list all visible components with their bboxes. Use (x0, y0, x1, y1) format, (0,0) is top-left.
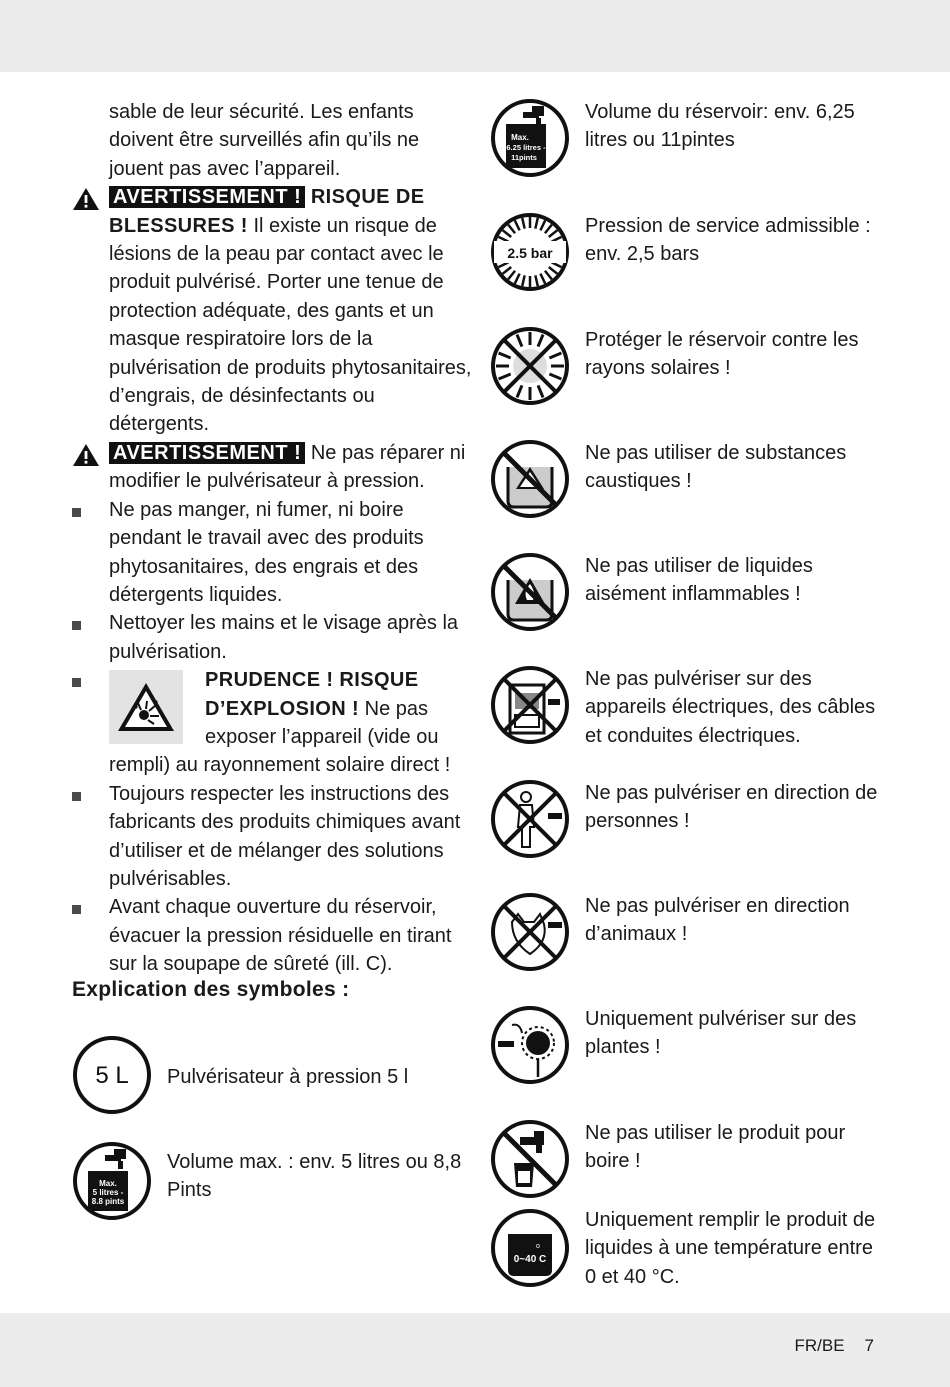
bullet-icon (72, 621, 81, 630)
svg-text:5 litres -: 5 litres - (92, 1188, 124, 1197)
no-caustic-icon (490, 439, 570, 519)
warning-heading: RISQUE DE BLESSURES ! (109, 186, 425, 237)
page-number: 7 (864, 1336, 874, 1355)
bullet-icon (72, 508, 81, 517)
page-top-band (0, 0, 950, 72)
explosion-warning-icon (109, 670, 183, 744)
list-item (72, 780, 472, 894)
warning-triangle-icon (72, 187, 100, 211)
svg-text:6.25 litres -: 6.25 litres - (506, 143, 546, 152)
list-item (72, 893, 472, 978)
caution-heading: PRUDENCE ! RISQUE D’EXPLOSION ! (205, 669, 419, 720)
warning-repair (72, 439, 472, 496)
svg-text:Max.: Max. (511, 133, 529, 142)
warning-text: Il existe un risque de lésions de la peau par contact avec le produit pulvérisé. Porter une tenue de protection adéquate, des gants et un masque respiratoire lors de la pulvérisation de produits phytosanitaires, d’engrais, de désinfectants ou détergents. (109, 214, 472, 436)
symbol-text: Ne pas utiliser de liquides aisément inflammables ! (585, 555, 813, 606)
warning-injury (72, 183, 472, 439)
list-item (72, 609, 472, 666)
plants-only-icon (490, 1005, 570, 1085)
no-flammable-icon (490, 552, 570, 632)
symbol-text: Ne pas pulvériser en direction d’animaux ! (585, 895, 850, 946)
symbol-text: Uniquement pulvériser sur des plantes ! (585, 1008, 857, 1059)
safety-paragraph: sable de leur sécurité. Les enfants doivent être surveillés afin qu’ils ne jouent pas avec l’appareil. (109, 101, 420, 180)
list-item-text: Toujours respecter les instructions des fabricants des produits chimiques avant d’utiliser et de mélanger des solutions pulvérisables. (109, 782, 461, 890)
symbol-text: Ne pas pulvériser sur des appareils électriques, des câbles et conduites électriques. (585, 668, 876, 747)
svg-text:5 L: 5 L (95, 1062, 129, 1089)
symbol-text: Pulvérisateur à pression 5 l (167, 1066, 409, 1088)
no-persons-icon (490, 779, 570, 859)
svg-text:2.5 bar: 2.5 bar (507, 245, 553, 261)
capacity-5l-icon (72, 1035, 152, 1115)
list-item (72, 496, 472, 610)
warning-triangle-icon (72, 443, 100, 467)
warning-label: AVERTISSEMENT ! (109, 186, 305, 208)
footer-language: FR/BE (794, 1336, 845, 1355)
svg-text:8.8 pints: 8.8 pints (91, 1197, 125, 1206)
list-item-text: Avant chaque ouverture du réservoir, évacuer la pression résiduelle en tirant sur la soupape de sûreté (ill. C). (109, 896, 452, 976)
symbol-text: Uniquement remplir le produit de liquides à une température entre 0 et 40 °C. (585, 1209, 876, 1288)
bullet-icon (72, 678, 81, 687)
no-drinking-icon (490, 1119, 570, 1199)
symbol-text: Pression de service admissible : env. 2,5 bars (585, 215, 871, 266)
no-sun-icon (490, 326, 570, 406)
no-electrical-icon (490, 665, 570, 745)
symbol-text: Volume max. : env. 5 litres ou 8,8 Pints (167, 1151, 462, 1202)
symbol-text: Ne pas utiliser le produit pour boire ! (585, 1122, 846, 1173)
warning-label: AVERTISSEMENT ! (109, 442, 305, 464)
symbol-text: Volume du réservoir: env. 6,25 litres ou 11pintes (585, 101, 855, 152)
pressure-icon (490, 212, 570, 292)
symbol-text: Protéger le réservoir contre les rayons solaires ! (585, 329, 859, 380)
warning-text: Ne pas réparer ni modifier le pulvérisateur à pression. (109, 441, 466, 493)
safety-instructions (72, 98, 472, 979)
bullet-icon (72, 905, 81, 914)
max-volume-icon (72, 1141, 152, 1221)
symbol-text: Ne pas pulvériser en direction de personnes ! (585, 782, 878, 833)
temperature-icon (490, 1208, 570, 1288)
list-item-explosion (72, 666, 472, 780)
caution-text: Ne pas exposer l’appareil (vide ou rempli) au rayonnement solaire direct ! (109, 697, 451, 777)
list-item-text: Ne pas manger, ni fumer, ni boire pendant le travail avec des produits phytosanitaires, des engrais et des détergents liquides. (109, 498, 424, 606)
tank-volume-icon (490, 98, 570, 178)
svg-text:Max.: Max. (99, 1179, 117, 1188)
page-footer (774, 1336, 874, 1356)
svg-text:11pints: 11pints (511, 153, 537, 162)
symbols-heading: Explication des symboles : (72, 978, 350, 1001)
symbol-text: Ne pas utiliser de substances caustiques ! (585, 442, 847, 493)
no-animals-icon (490, 892, 570, 972)
svg-text:o: o (536, 1243, 540, 1250)
svg-text:0~40 C: 0~40 C (513, 1254, 547, 1265)
list-item-text: Nettoyer les mains et le visage après la pulvérisation. (109, 612, 459, 663)
bullet-icon (72, 792, 81, 801)
